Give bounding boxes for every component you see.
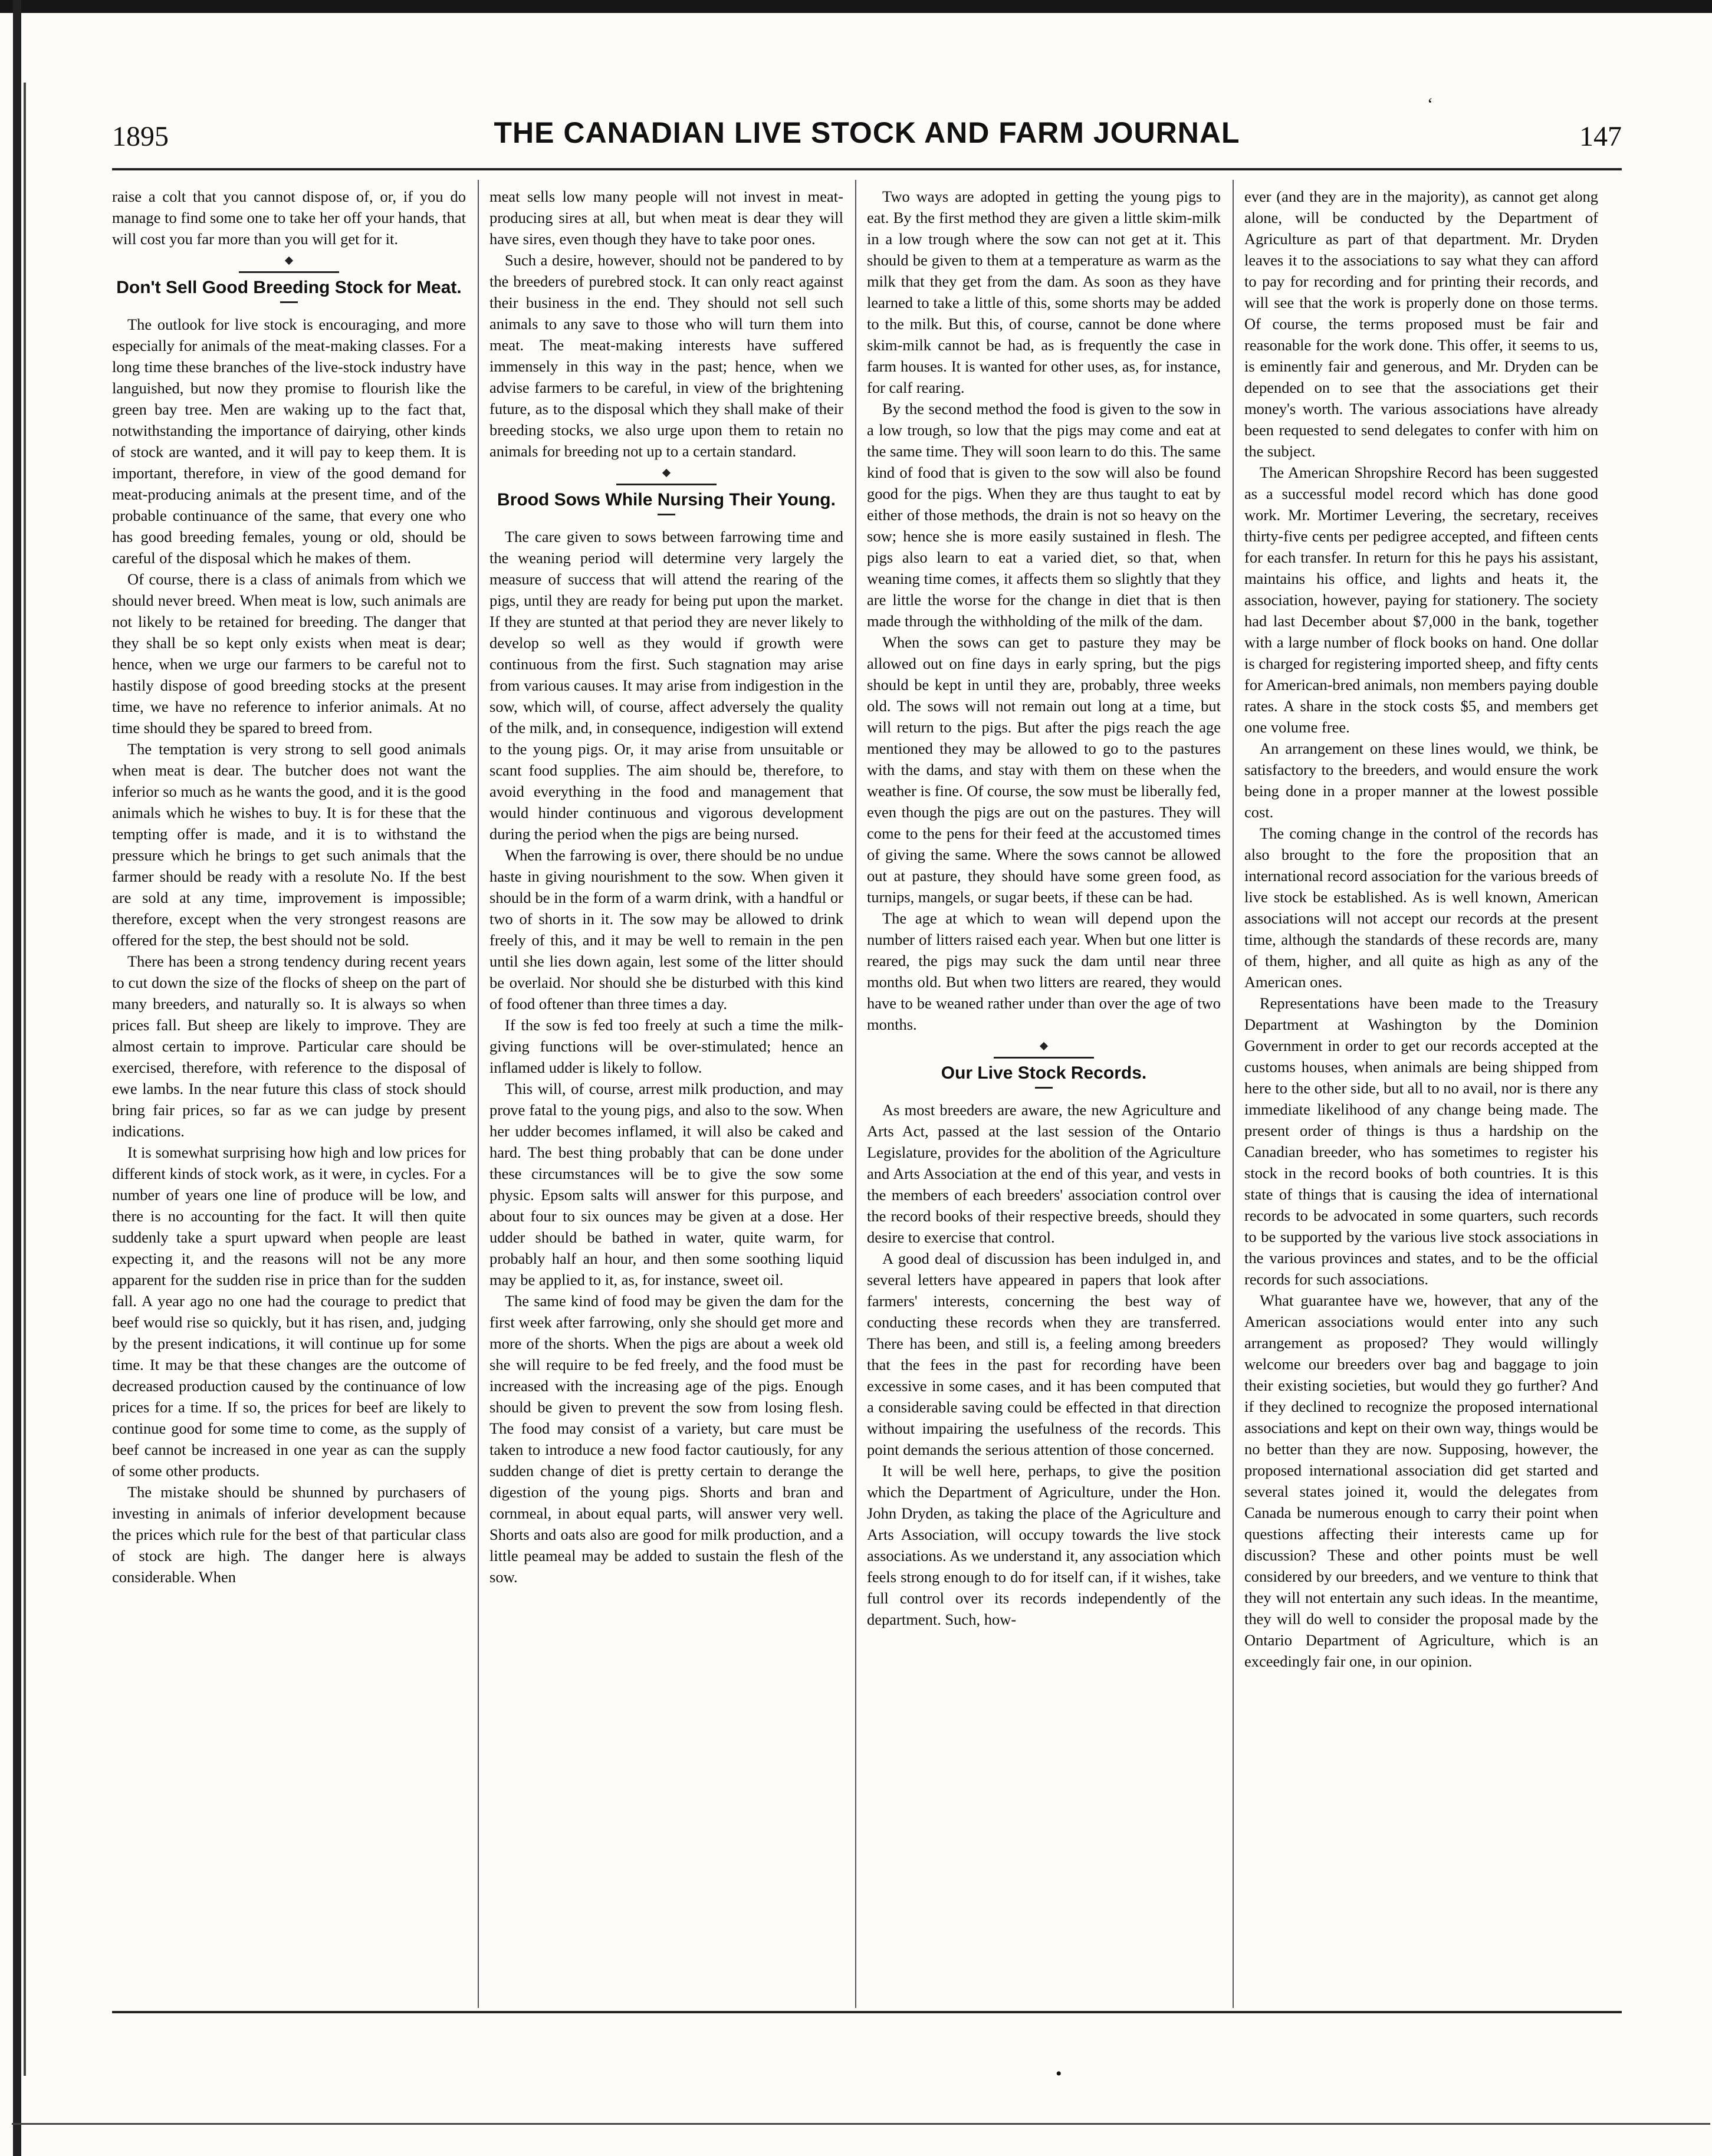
section-ornament — [867, 1046, 1221, 1051]
paragraph: It is somewhat surprising how high and low prices for different kinds of stock work, as it were, in cycles. For a number of years one line of produce will be low, and there is no accounting for the fact. It will then quite suddenly take a spurt upward when people are least expecting it, and the reasons will not be any more apparent for the sudden rise in price than for the sudden fall. A year ago no one had the courage to predict that beef would rise so quickly, but it has risen, and, judging by the present indications, it will continue up for some time. It may be that these changes are the outcome of decreased production caused by the continuance of low prices for a time. If so, the prices for beef are likely to continue good for some time to come, as the supply of beef cannot be increased in one year as can the supply of some other products. — [112, 1143, 466, 1480]
column-divider — [1233, 180, 1234, 2008]
paragraph: When the sows can get to pasture they may be allowed out on fine days in early spring, but the pigs should be kept in until they are, probably, three weeks old. The sows will not remain out long at a time, but will return to the pigs. But after the pigs reach the age mentioned they may be allowed to go to the pastures with the dams, and stay with them on these when the weather is fine. Of course, the sow must be liberally fed, even though the pigs are out on the pastures. They will come to the pens for their feed at the accustomed times of giving the same. Where the sows cannot be allowed out at pasture, they should have some green food, as turnips, mangels, or sugar beets, if these can be had. — [867, 633, 1221, 906]
paragraph: There has been a strong tendency during recent years to cut down the size of the flocks of sheep on the part of many breeders, and naturally so. It is always so when prices fall. But sheep are likely to improve. They are almost certain to improve. Particular care should be exercised, therefore, with reference to the disposal of ewe lambs. In the near future this class of stock should bring fair prices, so far as we can judge by present indications. — [112, 952, 466, 1140]
paragraph: Representations have been made to the Treasury Department at Washington by the Dominion Government in order to get our records accepted at the customs houses, when animals are being shipped from here to the other side, but all to no avail, nor is there any immediate likelihood of any change being made. The present order of things is thus a hardship on the Canadian breeder, who has sometimes to register his stock in the record books of both countries. It is this state of things that is causing the idea of international records to be advocated in some quarters, such records to be supported by the various live stock associations in the various provinces and states, and to be the official records for such associations. — [1244, 994, 1598, 1288]
paragraph: The outlook for live stock is encouraging, and more especially for animals of the meat-making classes. For a long time these branches of the live-stock industry have languished, but now they promise to flourish like the green bay tree. Men are waking up to the fact that, notwithstanding the importance of dairying, other kinds of stock are wanted, and it will pay to keep them. It is important, therefore, in view of the good demand for meat-producing animals at the present time, and of the probable continuance of the same, that every one who has good breeding females, young or old, should be careful of the disposal which he makes of them. — [112, 315, 466, 567]
paragraph: The age at which to wean will depend upon the number of litters raised each year. When but one litter is reared, the pigs may suck the dam until near three months old. But when two litters are reared, they would have to be weaned rather under than over the age of two months. — [867, 909, 1221, 1033]
paragraph: When the farrowing is over, there should be no undue haste in giving nourishment to the sow. When given it should be in the form of a warm drink, with a handful or two of shorts in it. The sow may be allowed to drink freely of this, and it may be well to remain in the pen until she lies down again, lest some of the litter should be overlaid. Nor should she be disturbed with this kind of food oftener than three times a day. — [489, 846, 843, 1013]
header-rule — [112, 168, 1622, 170]
footer-rule — [112, 2011, 1622, 2013]
paragraph: An arrangement on these lines would, we think, be satisfactory to the breeders, and would ensure the work being done in a proper manner at the lowest possible cost. — [1244, 740, 1598, 821]
paragraph: What guarantee have we, however, that any of the American associations would enter into any such arrangement as proposed? They would willingly welcome our breeders over bag and baggage to join their existing societies, but would they go further? And if they declined to recognize the proposed international associations and kept on their own way, things would be no better than they are now. Supposing, however, the proposed international association did get started and several states joined it, would the delegates from Canada be numerous enough to carry their point when questions affecting their interests came up for discussion? These and other points must be well considered by our breeders, and we venture to think that they will not entertain any such ideas. In the meantime, they will do well to consider the proposal made by the Ontario Department of Agriculture, which is an exceedingly fair one, in our opinion. — [1244, 1291, 1598, 1670]
top-border-rule — [0, 0, 1712, 13]
page-number: 147 — [1579, 121, 1622, 152]
paragraph: This will, of course, arrest milk production, and may prove fatal to the young pigs, and also to the sow. When her udder becomes inflamed, it will also be caked and hard. The best thing probably that can be done under these circumstances will be to give the sow some physic. Epsom salts will answer for this purpose, and about four to six ounces may be given at a dose. Her udder should be bathed in water, quite warm, for probably half an hour, and then some soothing liquid may be applied to it, as, for instance, sweet oil. — [489, 1080, 843, 1289]
paragraph: As most breeders are aware, the new Agriculture and Arts Act, passed at the last session of the Ontario Legislature, provides for the abolition of the Agriculture and Arts Association at the end of this year, and vests in the members of each breeders' association control over the record books of their respective breeds, should they desire to exercise that control. — [867, 1101, 1221, 1246]
paragraph: A good deal of discussion has been indulged in, and several letters have appeared in papers that look after farmers' interests, concerning the best way of conducting these records when they are transferred. There has been, and still is, a feeling among breeders that the fees in the past for recording have been excessive in some cases, and it has been computed that a considerable saving could be effected in that direction without impairing the usefulness of the records. This point demands the serious attention of those concerned. — [867, 1250, 1221, 1458]
column-1 — [112, 186, 466, 2002]
paragraph: It will be well here, perhaps, to give the position which the Department of Agriculture, under the Hon. John Dryden, as taking the place of the Agriculture and Arts Association, will occupy towards the live stock associations. As we understand it, any association which feels strong enough to do for itself can, if it wishes, take full control over its records independently of the department. Such, how- — [867, 1462, 1221, 1628]
section-ornament — [112, 260, 466, 266]
column-3 — [867, 186, 1221, 2002]
column-4 — [1244, 186, 1598, 2002]
paragraph: The care given to sows between farrowing time and the weaning period will determine very largely the measure of success that will attend the rearing of the pigs, until they are ready for being put upon the market. If they are stunted at that period they are never likely to develop so well as they would if growth were continuous from the first. Such stagnation may arise from various causes. It may arise from indigestion in the sow, which will, of course, affect adversely the quality of the milk, and, in consequence, indigestion will extend to the young pigs. Or, it may arise from unsuitable or scant food supplies. The aim should be, therefore, to avoid everything in the food and management that would hinder continuous and vigorous development during the period when the pigs are being nursed. — [489, 528, 843, 843]
paragraph: meat sells low many people will not invest in meat-producing sires at all, but when meat is dear they will have sires, even though they have to take poor ones. — [489, 188, 843, 248]
section-ornament — [489, 472, 843, 478]
article-heading: Our Live Stock Records. — [941, 1063, 1147, 1083]
paragraph: By the second method the food is given to the sow in a low trough, so low that the pigs may come and eat at the same time. They will soon learn to do this. The same kind of food that is given to the sow will also be found good for the pigs. When they are thus taught to eat by either of those methods, the drain is not so heavy on the sow; hence she is more easily sustained in flesh. The pigs also learn to eat a varied diet, so that, when weaning time comes, it affects them so slightly that they are little the worse for the change in diet that is then made through the withholding of the milk of the dam. — [867, 400, 1221, 630]
article-heading: Brood Sows While Nursing Their Young. — [497, 490, 836, 510]
paragraph: The same kind of food may be given the dam for the first week after farrowing, only she should get more and more of the shorts. When the pigs are about a week old she will require to be fed freely, and the food must be increased with the increasing age of the pigs. Enough should be given to prevent the sow from losing flesh. The food may consist of a variety, but care must be taken to introduce a new food factor cautiously, for any sudden change of diet is pretty certain to derange the digestion of the young pigs. Shorts and bran and cornmeal, in about equal parts, will answer very well. Shorts and oats also are good for milk production, and a little peameal may be added to sustain the flesh of the sow. — [489, 1292, 843, 1586]
header-year: 1895 — [112, 121, 169, 152]
paragraph: Such a desire, however, should not be pandered to by the breeders of purebred stock. It can only react against their business in the end. They should not sell such animals to any save to those who will turn them into meat. The meat-making interests have suffered immensely in this way in the past; hence, when we advise farmers to be careful, in view of the brightening future, as to the disposal which they shall make of their breeding stocks, we also urge upon them to retain no animals for breeding not up to a certain standard. — [489, 251, 843, 460]
paragraph: ever (and they are in the majority), as cannot get along alone, will be conducted by the Department of Agriculture as part of that department. Mr. Dryden leaves it to the associations to say what they can afford to pay for recording and for printing their records, and will see that the work is properly done on those terms. Of course, the terms proposed must be fair and reasonable for the work done. This offer, it seems to us, is eminently fair and generous, and Mr. Dryden can be depended on to see that the associations get their money's worth. The various associations have already been requested to send delegates to confer with him on the subject. — [1244, 188, 1598, 460]
paragraph: Of course, there is a class of animals from which we should never breed. When meat is low, such animals are not likely to be retained for breeding. The danger that they shall be so kept only exists when meat is dear; hence, when we urge our farmers to be careful not to hastily dispose of good breeding stocks at the present time, we have no reference to inferior animals. At no time should they be spared to breed from. — [112, 570, 466, 737]
heading-dash — [658, 514, 675, 515]
heading-dash — [280, 301, 298, 303]
paragraph: The mistake should be shunned by purchasers of investing in animals of inferior development because the prices which rule for the best of that particular class of stock are high. The danger here is always considerable. When — [112, 1483, 466, 1586]
heading-dash — [1035, 1087, 1053, 1089]
paragraph: The American Shropshire Record has been suggested as a successful model record which has done good work. Mr. Mortimer Levering, the secretary, receives thirty-five cents per pedigree accepted, and fifteen cents for each transfer. In return for this he pays his assistant, maintains his office, and lights and heats it, the association, however, paying for stationery. The society had last December about $7,000 in the bank, together with a large number of flock books on hand. One dollar is charged for registering imported sheep, and fifty cents for American-bred animals, non members paying double rates. A share in the stock costs $5, and members get one volume free. — [1244, 464, 1598, 736]
paragraph: raise a colt that you cannot dispose of, or, if you do manage to find some one to take her off your hands, that will cost you far more than you will get for it. — [112, 188, 466, 248]
paragraph: Two ways are adopted in getting the young pigs to eat. By the first method they are given a little skim-milk in a low trough where the sow can not get at it. This should be given to them at a temperature as warm as the milk that they get from the dam. As soon as they have learned to take a little of this, some shorts may be added to the milk. But this, of course, cannot be done where skim-milk cannot be had, as is frequently the case in farm houses. It is wanted for other uses, as, for instance, for calf rearing. — [867, 188, 1221, 396]
ink-mark: • — [1056, 2064, 1062, 2083]
journal-title: THE CANADIAN LIVE STOCK AND FARM JOURNAL — [494, 116, 1240, 149]
binding-edge — [13, 0, 21, 2156]
column-2 — [489, 186, 843, 2002]
paragraph: If the sow is fed too freely at such a time the milk-giving functions will be over-stimulated; hence an inflamed udder is likely to follow. — [489, 1016, 843, 1076]
paragraph: The temptation is very strong to sell good animals when meat is dear. The butcher does not want the inferior so much as he wants the good, and it is the good animals which he wishes to buy. It is for these that the tempting offer is made, and it is to withstand the pressure which he brings to get such animals that the farmer should be ready with a resolute No. If the best are sold at any time, improvement is impossible; therefore, except when the very strongest reasons are offered for the step, the best should not be sold. — [112, 740, 466, 949]
ink-mark: ‘ — [1427, 94, 1433, 114]
article-heading: Don't Sell Good Breeding Stock for Meat. — [116, 278, 462, 297]
column-divider — [855, 180, 856, 2008]
column-divider — [478, 180, 479, 2008]
scan-margin-line — [24, 83, 26, 2076]
bottom-edge-line — [12, 2123, 1710, 2125]
page-header — [112, 112, 1622, 159]
paragraph: The coming change in the control of the records has also brought to the fore the proposition that an international record association for the various breeds of live stock be established. As is well known, American associations will not accept our records at the present time, although the standards of these records are, many of them, higher, and all quite as high as any of the American ones. — [1244, 824, 1598, 991]
